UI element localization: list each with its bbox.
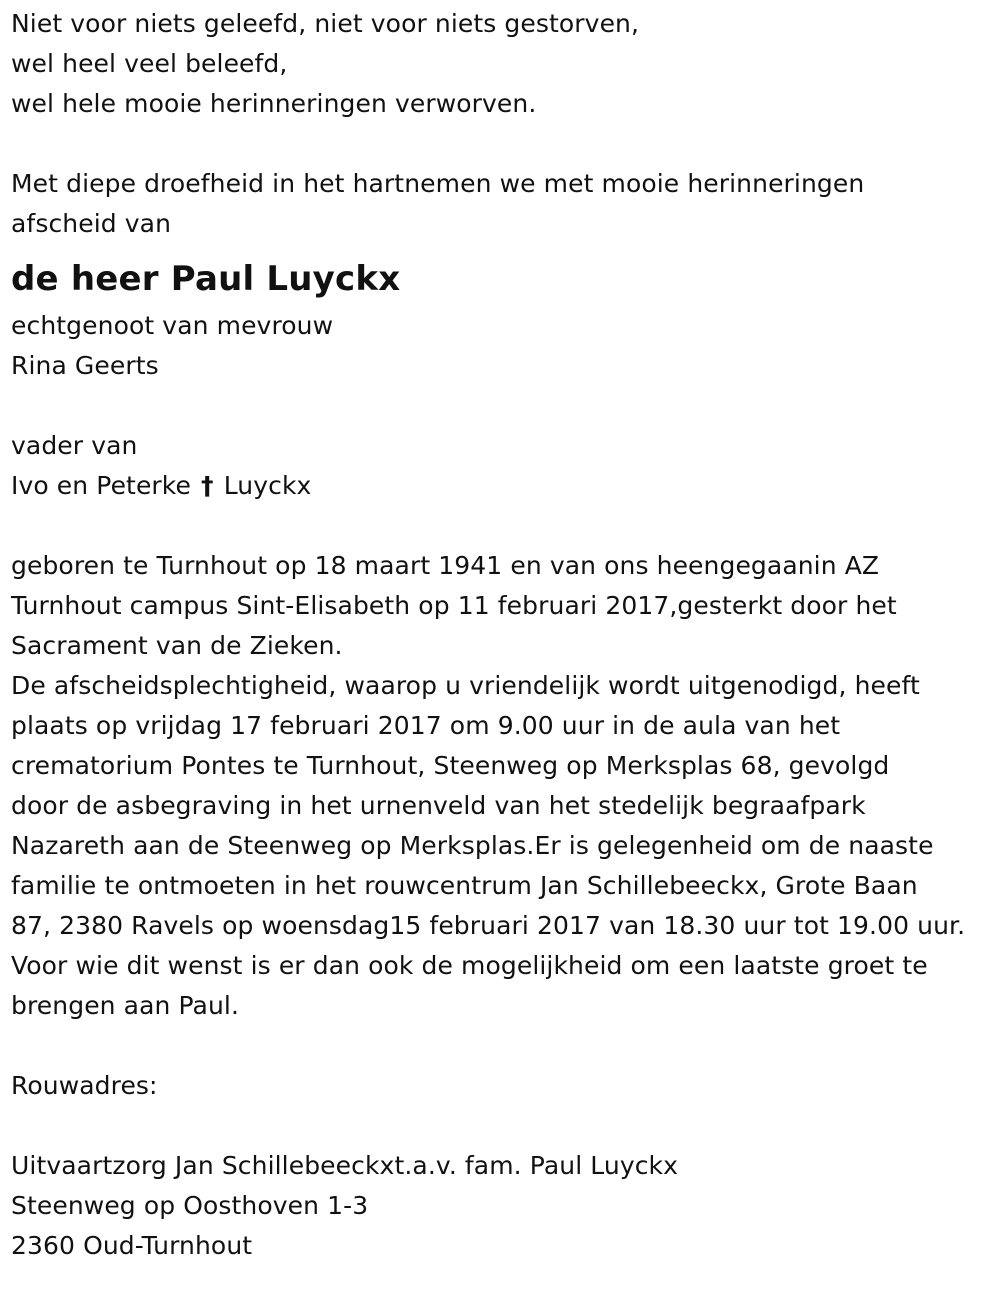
cross-icon: †	[201, 471, 214, 500]
spacer	[11, 506, 988, 546]
intro-text	[11, 164, 988, 244]
address-block	[11, 1146, 988, 1266]
poem-line-2: wel heel veel beleefd,	[11, 49, 288, 78]
details-line: Voor wie dit wenst is er dan ook de mogelijkheid om een laatste groet te	[11, 951, 928, 980]
spacer	[11, 1026, 988, 1066]
poem	[11, 4, 988, 124]
details-line: familie te ontmoeten in het rouwcentrum Jan Schillebeeckx, Grote Baan	[11, 871, 918, 900]
spouse-section	[11, 306, 988, 386]
intro-line-2: afscheid van	[11, 209, 172, 238]
details-line: Sacrament van de Zieken.	[11, 631, 343, 660]
spacer	[11, 124, 988, 164]
details-line: geboren te Turnhout op 18 maart 1941 en van ons heengegaanin AZ	[11, 551, 880, 580]
spouse-label: echtgenoot van mevrouw	[11, 311, 334, 340]
children-names-before: Ivo en Peterke	[11, 471, 191, 500]
details-line: De afscheidsplechtigheid, waarop u vriendelijk wordt uitgenodigd, heeft	[11, 671, 920, 700]
details-line: crematorium Pontes te Turnhout, Steenweg op Merksplas 68, gevolgd	[11, 751, 890, 780]
children-names	[11, 466, 988, 506]
address-label: Rouwadres:	[11, 1071, 158, 1100]
address-line-1: Uitvaartzorg Jan Schillebeeckxt.a.v. fam. Paul Luyckx	[11, 1151, 679, 1180]
spouse-name: Rina Geerts	[11, 351, 159, 380]
details-line: 87, 2380 Ravels op woensdag15 februari 2017 van 18.30 uur tot 19.00 uur.	[11, 911, 966, 940]
deceased-name: de heer Paul Luyckx	[11, 259, 401, 299]
details-section	[11, 546, 988, 1026]
details-line: Turnhout campus Sint-Elisabeth op 11 februari 2017,gesterkt door het	[11, 591, 897, 620]
address-line-3: 2360 Oud-Turnhout	[11, 1231, 253, 1260]
children-label: vader van	[11, 431, 138, 460]
details-line: Nazareth aan de Steenweg op Merksplas.Er is gelegenheid om de naaste	[11, 831, 934, 860]
details-line: door de asbegraving in het urnenveld van het stedelijk begraafpark	[11, 791, 866, 820]
address-line-2: Steenweg op Oosthoven 1-3	[11, 1191, 369, 1220]
poem-line-3: wel hele mooie herinneringen verworven.	[11, 89, 537, 118]
children-section	[11, 426, 988, 506]
details-line: brengen aan Paul.	[11, 991, 240, 1020]
details-line: plaats op vrijdag 17 februari 2017 om 9.00 uur in de aula van het	[11, 711, 841, 740]
poem-line-1: Niet voor niets geleefd, niet voor niets gestorven,	[11, 9, 640, 38]
spacer	[11, 386, 988, 426]
children-names-after: Luyckx	[223, 471, 312, 500]
spacer	[11, 1106, 988, 1146]
intro-line-1: Met diepe droefheid in het hartnemen we met mooie herinneringen	[11, 169, 865, 198]
